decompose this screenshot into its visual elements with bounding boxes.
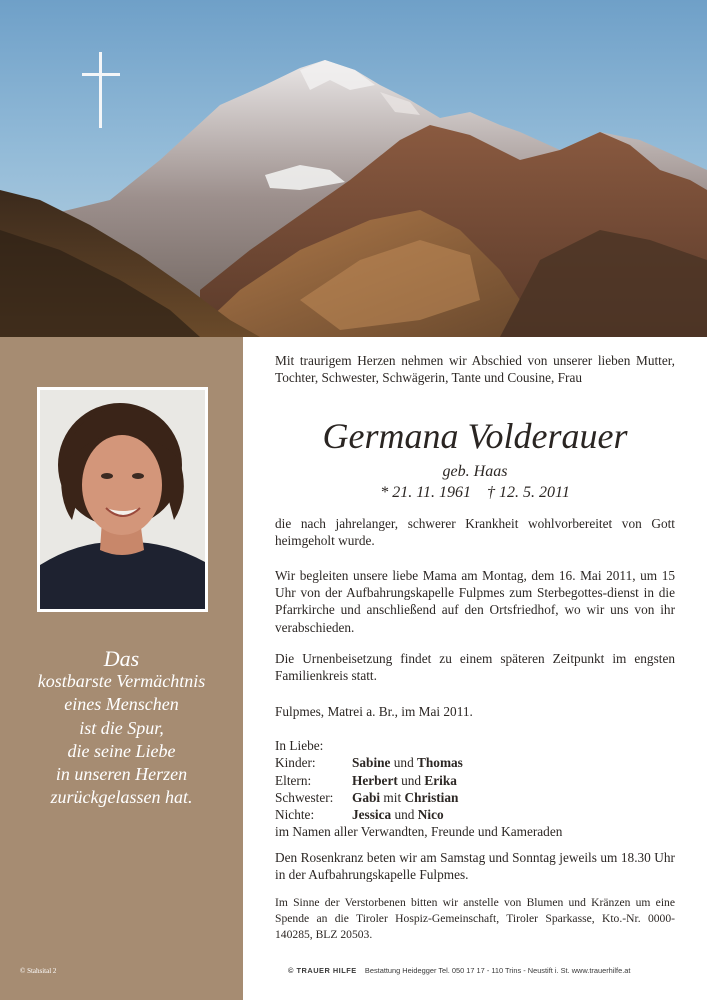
family-joiner: und	[401, 772, 422, 788]
deceased-name: Germana Volderauer	[322, 416, 628, 456]
footer-contact: Bestattung Heidegger Tel. 050 17 17 - 110 Trins - Neustift i. St. www.trauerhilfe.at	[364, 966, 631, 975]
family-member: Erika	[424, 772, 457, 788]
family-member: Jessica	[352, 807, 392, 823]
memorial-quote	[0, 647, 243, 809]
intro-paragraph: Mit traurigem Herzen nehmen wir Abschied von unserer lieben Mutter, Tochter, Schwester, Schwägerin, Tante und Cousine, Frau	[275, 353, 675, 386]
family-label: Kinder:	[275, 755, 316, 771]
quote-line: kostbarste Vermächtnis	[37, 671, 206, 692]
family-member: Gabi	[352, 789, 381, 805]
cross-icon	[82, 52, 120, 128]
quote-line: ist die Spur,	[79, 717, 164, 738]
family-label: Schwester:	[275, 789, 334, 805]
urn-paragraph: Die Urnenbeisetzung findet zu einem späteren Zeitpunkt im engsten Familienkreis statt.	[275, 651, 675, 684]
quote-line: zurückgelassen hat.	[50, 787, 193, 808]
portrait-image	[40, 390, 205, 609]
left-panel	[0, 337, 243, 1000]
family-joiner: und	[393, 755, 414, 771]
funeral-paragraph: Wir begleiten unsere liebe Mama am Montag, dem 16. Mai 2011, um 15 Uhr von der Aufbahrungskapelle Fulpmes zum Sterbegottes-dienst in die Pfarrkirche und anschließend auf den Ortsfriedhof, wo wir uns von ihr verabschieden.	[275, 568, 675, 635]
mountain-landscape	[0, 0, 707, 337]
family-joiner: und	[394, 807, 415, 823]
portrait-photo	[37, 387, 208, 612]
place-date: Fulpmes, Matrei a. Br., im Mai 2011.	[275, 704, 473, 719]
family-member: Sabine	[352, 755, 391, 771]
family-label: Eltern:	[275, 772, 312, 788]
donation-paragraph: Im Sinne der Verstorbenen bitten wir anstelle von Blumen und Kränzen um eine Spende an die Tiroler Hospiz-Gemeinschaft, Tiroler Sparkasse, Kto.-Nr. 0000-140285, BLZ 20503.	[275, 896, 675, 942]
family-closing: im Namen aller Verwandten, Freunde und Kameraden	[275, 824, 563, 840]
life-dates: * 21. 11. 1961 † 12. 5. 2011	[380, 484, 570, 501]
family-member: Thomas	[417, 755, 463, 771]
family-member: Christian	[404, 789, 459, 805]
family-heading: In Liebe:	[275, 738, 324, 753]
footer-brand: © TRAUER HILFE	[288, 966, 357, 975]
quote-line: eines Menschen	[64, 694, 179, 715]
footer	[288, 966, 698, 975]
passing-paragraph: die nach jahrelanger, schwerer Krankheit wohlvorbereitet von Gott heimgeholt wurde.	[275, 516, 675, 549]
birth-name: geb. Haas	[442, 463, 508, 480]
family-row	[275, 754, 675, 771]
quote-line: in unseren Herzen	[55, 764, 188, 785]
family-member: Nico	[417, 807, 444, 823]
family-list	[275, 737, 675, 841]
family-label: Nichte:	[275, 807, 315, 823]
family-joiner: mit	[383, 789, 402, 805]
family-member: Herbert	[352, 772, 398, 788]
photo-credit: © Stahsital 2	[20, 967, 57, 975]
family-row	[275, 772, 675, 789]
mountain-photo	[0, 0, 707, 337]
family-row	[275, 806, 675, 823]
family-row	[275, 789, 675, 806]
quote-line: die seine Liebe	[67, 740, 176, 761]
rosary-paragraph: Den Rosenkranz beten wir am Samstag und Sonntag jeweils um 18.30 Uhr in der Aufbahrungskapelle Fulpmes.	[275, 850, 675, 883]
quote-line: Das	[103, 646, 140, 671]
